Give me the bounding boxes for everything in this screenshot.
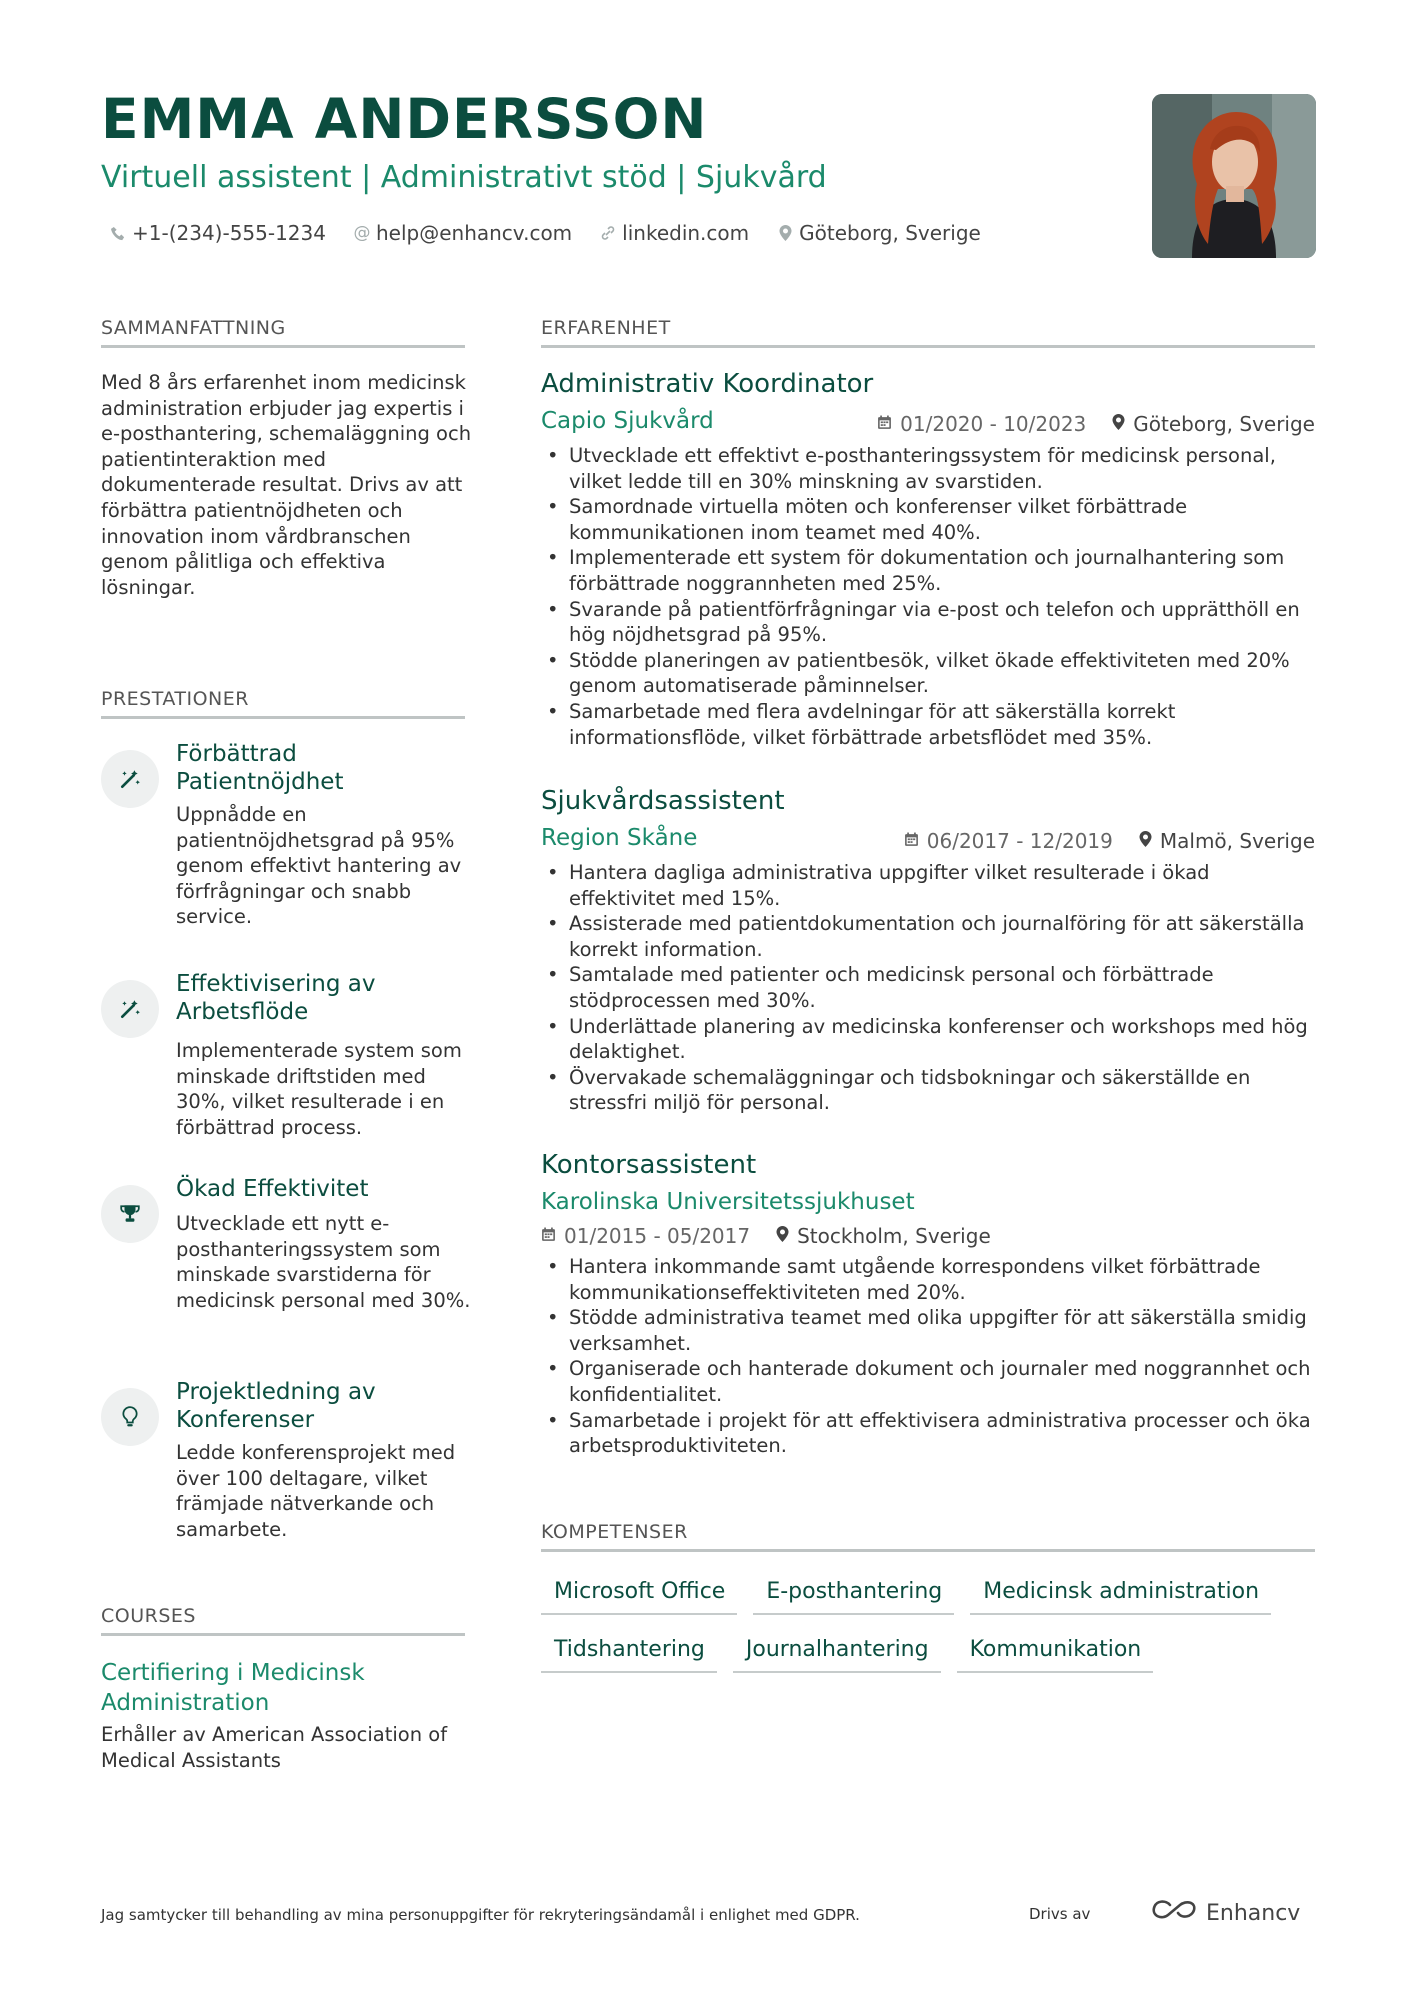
- skills-row: [541, 1581, 1271, 1615]
- list-item: • Assisterade med patientdokumentation och journalföring för att säkerställa korrekt information.: [541, 911, 1321, 962]
- achievement-desc: Implementerade system som minskade driftstiden med 30%, vilket resulterade i en förbättrad process.: [176, 1039, 462, 1139]
- magic-wand-icon: [101, 750, 159, 808]
- list-item: • Hantera dagliga administrativa uppgifter vilket resulterade i ökad effektivitet med 15%.: [541, 860, 1321, 911]
- contact-email[interactable]: [354, 221, 572, 245]
- powered-by-label: Drivs av: [1029, 1905, 1091, 1923]
- location-pin-icon: [776, 1226, 789, 1246]
- job-location-text: Malmö, Sverige: [1159, 829, 1315, 853]
- achievement-desc: Utvecklade ett nytt e-posthanteringssystem som minskade svarstiderna för medicinsk personal med 30%.: [176, 1212, 471, 1312]
- job-title: Administrativ Koordinator: [541, 369, 874, 399]
- trophy-icon: [101, 1185, 159, 1243]
- courses-divider: [101, 1633, 465, 1636]
- achievement-item: [101, 1175, 471, 1375]
- job-meta-details: [541, 1224, 991, 1248]
- list-item: • Organiserade och hanterade dokument och journaler med noggrannhet och konfidentialitet.: [541, 1356, 1321, 1407]
- job-company: Capio Sjukvård: [541, 408, 714, 434]
- calendar-icon: [904, 832, 919, 851]
- contact-email-text: help@enhancv.com: [375, 221, 573, 245]
- list-item: • Implementerade ett system för dokumentation och journalhantering som förbättrade noggrannheten med 25%.: [541, 545, 1321, 596]
- candidate-name: EMMA ANDERSSON: [101, 87, 708, 151]
- experience-section-title: ERFARENHET: [541, 317, 671, 339]
- lightbulb-icon: [101, 1388, 159, 1446]
- skills-section-title: KOMPETENSER: [541, 1521, 688, 1543]
- job-title: Kontorsassistent: [541, 1150, 757, 1180]
- achievement-title: Projektledning av Konferenser: [176, 1379, 376, 1433]
- enhancv-logo-text: Enhancv: [1206, 1900, 1301, 1926]
- skills-divider: [541, 1549, 1315, 1552]
- link-icon: [600, 225, 616, 241]
- list-item: • Hantera inkommande samt utgående korrespondens vilket förbättrade kommunikationseffektiviteten med 20%.: [541, 1254, 1321, 1305]
- summary-divider: [101, 345, 465, 348]
- list-item: • Svarande på patientförfrågningar via e-post och telefon och upprätthöll en hög nöjdhetsgrad på 95%.: [541, 597, 1321, 648]
- location-pin-icon: [1139, 831, 1152, 851]
- job-dates: [541, 1224, 750, 1248]
- courses-section-title: COURSES: [101, 1605, 196, 1627]
- contact-linkedin[interactable]: [600, 221, 749, 245]
- summary-section-title: SAMMANFATTNING: [101, 317, 286, 339]
- achievement-desc: Ledde konferensprojekt med över 100 deltagare, vilket främjade nätverkande och samarbete.: [176, 1441, 456, 1541]
- job-dates: [904, 829, 1113, 853]
- enhancv-logo-icon: [1150, 1897, 1198, 1929]
- list-item: • Samordnade virtuella möten och konferenser vilket förbättrade kommunikationen inom teamet med 40%.: [541, 494, 1321, 545]
- job-location: [1139, 829, 1315, 853]
- skill-tag: Kommunikation: [957, 1639, 1154, 1673]
- job-meta-details: [877, 412, 1315, 436]
- achievement-item: [101, 970, 471, 1170]
- course-desc: Erhåller av American Association of Medical Assistants: [101, 1723, 448, 1772]
- phone-icon: [110, 226, 126, 241]
- list-item: • Underlättade planering av medicinska konferenser och workshops med hög delaktighet.: [541, 1014, 1321, 1065]
- calendar-icon: [877, 415, 892, 434]
- candidate-headline: Virtuell assistent | Administrativt stöd | Sjukvård: [101, 160, 827, 195]
- profile-photo: [1152, 94, 1316, 258]
- list-item: • Stödde planeringen av patientbesök, vilket ökade effektiviteten med 20% genom automatiserade påminnelser.: [541, 648, 1321, 699]
- gdpr-consent: Jag samtycker till behandling av mina personuppgifter för rekryteringsändamål i enlighet med GDPR.: [101, 1906, 860, 1924]
- contact-location-text: Göteborg, Sverige: [799, 221, 981, 245]
- magic-wand-icon: [101, 980, 159, 1038]
- list-item: • Samarbetade med flera avdelningar för att säkerställa korrekt informationsflöde, vilket förbättrade arbetsflödet med 35%.: [541, 699, 1321, 750]
- job-dates-text: 01/2020 - 10/2023: [900, 412, 1087, 436]
- contact-linkedin-text: linkedin.com: [622, 221, 750, 245]
- job-bullets: [541, 1254, 1321, 1459]
- job-title: Sjukvårdsassistent: [541, 786, 785, 816]
- achievements-divider: [101, 716, 465, 719]
- job-company: Karolinska Universitetssjukhuset: [541, 1189, 915, 1215]
- job-dates-text: 06/2017 - 12/2019: [926, 829, 1113, 853]
- contact-phone-text: +1-(234)-555-1234: [132, 221, 326, 245]
- achievements-section-title: PRESTATIONER: [101, 688, 249, 710]
- list-item: • Stödde administrativa teamet med olika uppgifter för att säkerställa smidig verksamhet.: [541, 1305, 1321, 1356]
- contact-bar: [110, 221, 981, 245]
- list-item: • Samarbetade i projekt för att effektivisera administrativa processer och öka arbetsproduktiviteten.: [541, 1408, 1321, 1459]
- at-icon: @: [353, 223, 371, 243]
- job-location-text: Göteborg, Sverige: [1133, 412, 1315, 436]
- job-meta-details: [904, 829, 1315, 853]
- calendar-icon: [541, 1227, 556, 1246]
- job-company: Region Skåne: [541, 825, 698, 851]
- job-location: [1112, 412, 1315, 436]
- course-title: Certifiering i Medicinsk Administration: [101, 1660, 365, 1716]
- location-pin-icon: [777, 225, 793, 241]
- contact-phone: [110, 221, 326, 245]
- list-item: • Övervakade schemaläggningar och tidsbokningar och säkerställde en stressfri miljö för personal.: [541, 1065, 1321, 1116]
- summary-text: Med 8 års erfarenhet inom medicinsk administration erbjuder jag expertis i e-posthantering, schemaläggning och patientinteraktion med dokumenterade resultat. Drivs av att förbättra patientnöjdheten och innovation inom vårdbranschen genom pålitliga och effektiva lösningar.: [101, 371, 472, 599]
- achievement-item: [101, 1378, 471, 1578]
- location-pin-icon: [1112, 414, 1125, 434]
- job-bullets: [541, 860, 1321, 1116]
- job-dates: [877, 412, 1086, 436]
- job-meta: [541, 827, 1315, 857]
- skill-tag: Medicinsk administration: [970, 1581, 1271, 1615]
- achievement-title: Förbättrad Patientnöjdhet: [176, 741, 344, 795]
- job-bullets: [541, 443, 1321, 750]
- achievement-title: Effektivisering av Arbetsflöde: [176, 971, 376, 1025]
- skill-tag: Tidshantering: [541, 1639, 717, 1673]
- skill-tag: E-posthantering: [753, 1581, 954, 1615]
- job-meta: [541, 410, 1315, 440]
- skill-tag: Journalhantering: [733, 1639, 941, 1673]
- job-location: [776, 1224, 991, 1248]
- skill-tag: Microsoft Office: [541, 1581, 737, 1615]
- achievement-title: Ökad Effektivitet: [176, 1176, 369, 1202]
- achievement-desc: Uppnådde en patientnöjdhetsgrad på 95% genom effektivt hantering av förfrågningar och snabb service.: [176, 803, 462, 929]
- job-dates-text: 01/2015 - 05/2017: [564, 1224, 751, 1248]
- contact-location: [777, 221, 981, 245]
- achievement-item: [101, 740, 471, 940]
- skills-row: [541, 1639, 1153, 1673]
- job-meta: [541, 1191, 1315, 1221]
- enhancv-logo[interactable]: [1150, 1897, 1300, 1929]
- list-item: • Utvecklade ett effektivt e-posthanteringssystem för medicinsk personal, vilket ledde till en 30% minskning av svarstiden.: [541, 443, 1321, 494]
- list-item: • Samtalade med patienter och medicinsk personal och förbättrade stödprocessen med 30%.: [541, 962, 1321, 1013]
- job-location-text: Stockholm, Sverige: [797, 1224, 991, 1248]
- experience-divider: [541, 345, 1315, 348]
